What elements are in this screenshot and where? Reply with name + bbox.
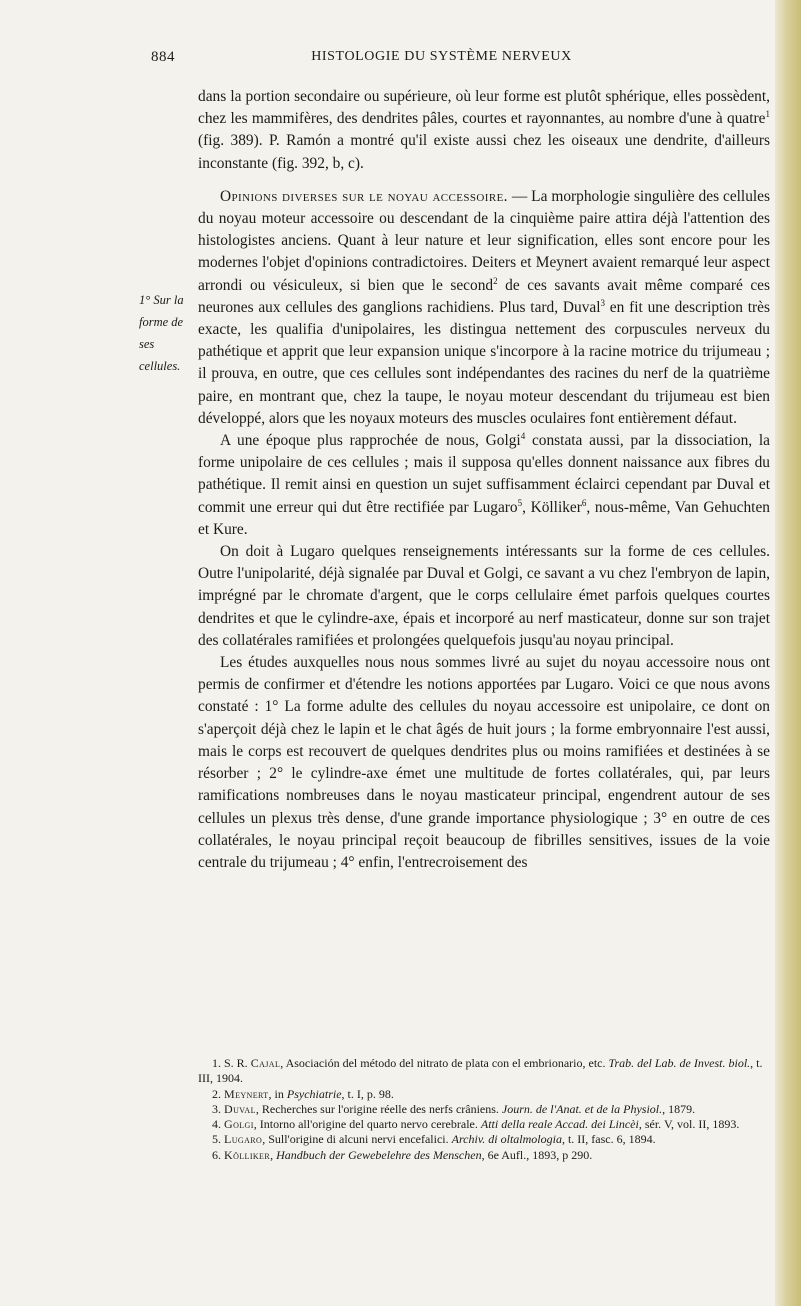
paragraph-text: , Kölliker	[522, 498, 582, 516]
footnote	[198, 1148, 770, 1163]
footnote-text: , Intorno all'origine del quarto nervo cerebrale.	[253, 1117, 481, 1132]
footnotes	[198, 1056, 770, 1163]
footnote-text: , t. I, p. 98.	[341, 1086, 394, 1101]
paragraph-text: dans la portion secondaire ou supérieure, où leur forme est plutôt sphérique, elles possèdent, chez les mammifères, des dendrites pâles, courtes et rayonnantes, au nombre d'une à quatre	[198, 88, 770, 128]
page-edge-shadow	[775, 0, 801, 1306]
footnote	[198, 1056, 770, 1087]
footnote-text: , Sull'origine di alcuni nervi encefalici.	[262, 1132, 452, 1147]
footnote-journal: Trab. del Lab. de Invest. biol.	[608, 1056, 751, 1070]
margin-note-line: 1° Sur la	[139, 293, 184, 307]
footnote	[198, 1132, 770, 1147]
footnote-author: Kölliker	[224, 1147, 271, 1162]
paragraph-text: A une époque plus rapprochée de nous, Golgi	[220, 432, 521, 450]
footnote-text: 3.	[212, 1101, 224, 1116]
paragraph	[198, 652, 770, 874]
margin-note	[139, 289, 197, 377]
paragraph-text: On doit à Lugaro quelques renseignements intéressants sur la forme de ces cellules. Outre l'unipolarité, déjà signalée par Duval et Golgi, ce savant a vu chez l'embryon de lapin, imprégné par le chromate d'argent, que le corps cellulaire émet parfois quelques courtes dendrites et que le cylindre-axe, épais et incorporé au nerf masticateur, donne sur son trajet des collatérales ramifiées et prolongées quelquefois jusqu'au noyau principal.	[198, 543, 770, 649]
paragraph-text: , nous-même, Van Gehuchten et Kure.	[198, 498, 770, 538]
paragraph	[198, 186, 770, 430]
footnote-text: ,	[270, 1147, 277, 1162]
paragraph	[198, 86, 770, 175]
paragraph-text: (fig. 389). P. Ramón a montré qu'il existe aussi chez les oiseaux une dendrite, d'ailleurs inconstante (fig. 392, b, c).	[198, 132, 770, 172]
footnote-text: , 1879.	[662, 1101, 696, 1116]
paragraph-text: en fit une description très exacte, les qualifia d'unipolaires, les distingua nettement des corpuscules nerveux du pathétique et apprit que leur expansion unique s'incorpore à la racine motrice du trijumeau ; il prouva, en outre, que ces cellules sont indépendantes des racines du nerf de la quatrième paire, en montrant que, chez la taupe, le noyau moteur descendant du trijumeau est bien développé, alors que les noyaux moteurs des muscles oculaires font entièrement défaut.	[198, 298, 770, 427]
footnote-text: , t. III, 1904.	[198, 1056, 763, 1086]
margin-note-line: forme de ses	[139, 315, 184, 351]
footnote-ref: 1	[765, 109, 770, 120]
footnote-text: , Asociación del método del nitrato de plata con el embrionario, etc.	[280, 1056, 609, 1070]
footnote-ref: 4	[520, 430, 526, 441]
paragraph	[198, 541, 770, 652]
body-text	[198, 86, 770, 874]
footnote-journal: Atti della reale Accad. dei Lincèi	[480, 1117, 639, 1132]
section-heading: Opinions diverses sur le noyau accessoire.	[220, 187, 508, 205]
footnote-author: Meynert	[224, 1086, 269, 1101]
footnote-journal: Psychiatrie	[286, 1086, 342, 1101]
footnote-text: , sér. V, vol. II, 1893.	[638, 1117, 740, 1132]
footnote	[198, 1117, 770, 1132]
footnote-ref: 6	[581, 497, 587, 508]
footnote-author: Lugaro	[224, 1132, 263, 1147]
footnote-ref: 2	[493, 275, 498, 286]
footnote-text: 4.	[212, 1117, 224, 1132]
footnote-text: , 6e Aufl., 1893, p 290.	[481, 1147, 593, 1162]
page-number: 884	[151, 49, 175, 65]
paragraph-text: de ces savants avait même comparé ces neurones aux cellules des ganglions rachidiens. Plus tard, Duval	[198, 276, 770, 316]
footnote-journal: Archiv. di oltalmologia	[451, 1132, 562, 1147]
footnote-text: 5.	[212, 1132, 224, 1147]
footnote-author: Cajal	[250, 1056, 281, 1070]
footnote	[198, 1087, 770, 1102]
footnote-journal: Handbuch der Gewebelehre des Menschen	[276, 1147, 482, 1162]
footnote-text: , in	[268, 1086, 287, 1101]
running-title: HISTOLOGIE DU SYSTÈME NERVEUX	[311, 49, 572, 64]
footnote-text: , Recherches sur l'origine réelle des nerfs crâniens.	[255, 1101, 502, 1116]
footnote-journal: Journ. de l'Anat. et de la Physiol.	[501, 1101, 663, 1116]
margin-note-line: cellules.	[139, 359, 181, 373]
footnote-ref: 3	[600, 297, 605, 308]
footnote-text: , t. II, fasc. 6, 1894.	[561, 1132, 656, 1147]
paragraph	[198, 430, 770, 541]
footnote-text: 2.	[212, 1086, 224, 1101]
footnote-ref: 5	[517, 497, 523, 508]
paragraph-text: — La morphologie singulière des cellules du noyau moteur accessoire ou descendant de la cinquième paire attira déjà l'attention des histologistes anciens. Quant à leur nature et leur signification, elles sont encore pour les modernes l'objet d'opinions contradictoires. Deiters et Meynert avaient remarqué leur aspect arrondi ou vésiculeux, si bien que le second	[198, 187, 770, 294]
footnote-author: Golgi	[224, 1117, 254, 1132]
footnote	[198, 1102, 770, 1117]
footnote-author: Duval	[224, 1101, 256, 1116]
paragraph-text: constata aussi, par la dissociation, la forme unipolaire de ces cellules ; mais il supposa qu'elles donnent naissance aux fibres du pathétique. Il remit ainsi en question un sujet suffisamment éclairci cependant par Duval et commit une erreur qui dut être rectifiée par Lugaro	[198, 432, 770, 516]
footnote-text: 1. S. R.	[212, 1056, 251, 1070]
footnote-text: 6.	[212, 1147, 224, 1162]
paragraph-text: Les études auxquelles nous nous sommes livré au sujet du noyau accessoire nous ont permis de confirmer et d'étendre les notions apportées par Lugaro. Voici ce que nous avons constaté : 1° La forme adulte des cellules du noyau accessoire est unipolaire, ce dont on s'aperçoit déjà chez le lapin et le chat âgés de huit jours ; la forme embryonnaire l'est aussi, mais le corps est recouvert de quelques dendrites plus ou moins ramifiées et destinées à se résorber ; 2° le cylindre-axe émet une multitude de fortes collatérales, qui, par leurs ramifications nombreuses dans le noyau masticateur principal, engendrent autour de ses cellules un plexus très dense, d'une grande importance physiologique ; 3° en outre de ces collatérales, le noyau principal reçoit beaucoup de fibrilles sensitives, issues de la voie centrale du trijumeau ; 4° enfin, l'entrecroisement des	[198, 654, 770, 871]
page-header	[0, 49, 801, 69]
